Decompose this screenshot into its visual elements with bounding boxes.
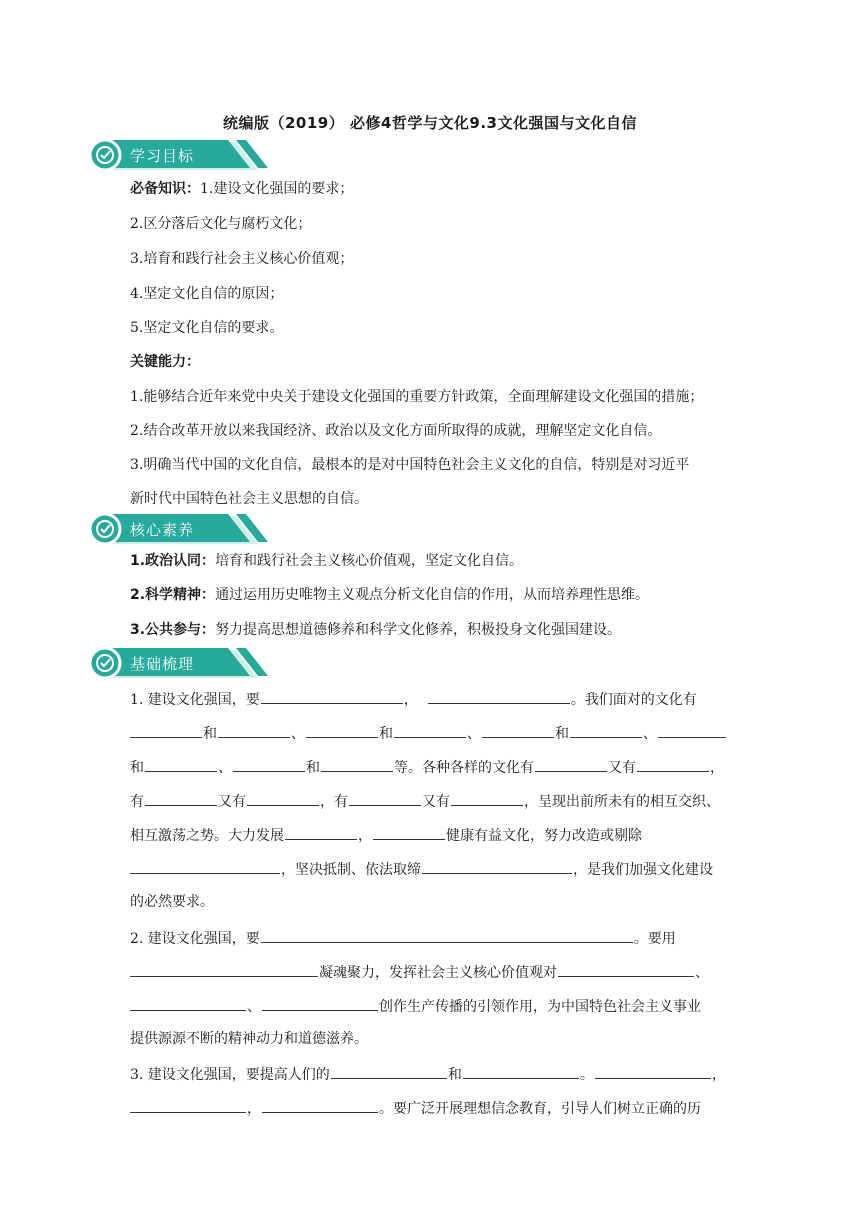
section-header-learning-goals xyxy=(86,137,276,175)
ability-line-2: 2.结合改革开放以来我国经济、政治以及文化方面所取得的成就，理解坚定文化自信。 xyxy=(130,423,662,439)
knowledge-line-1 xyxy=(130,179,740,199)
text: 凝魂聚力，发挥社会主义核心价值观对 xyxy=(319,965,557,981)
q2-line-1 xyxy=(130,927,740,949)
text: 相互激荡之势。大力发展 xyxy=(130,828,284,844)
ability-line-3b: 新时代中国特色社会主义思想的自信。 xyxy=(130,491,368,507)
fill-blank[interactable] xyxy=(130,961,318,977)
fill-blank[interactable] xyxy=(482,722,554,738)
literacy-text: 通过运用历史唯物主义观点分析文化自信的作用，从而培养理性思维。 xyxy=(215,587,650,603)
fill-blank[interactable] xyxy=(247,790,319,806)
fill-blank[interactable] xyxy=(262,995,378,1011)
fill-blank[interactable] xyxy=(331,1063,447,1079)
fill-blank[interactable] xyxy=(130,858,280,874)
text: 和 xyxy=(130,760,144,776)
text: 创作生产传播的引领作用，为中国特色社会主义事业 xyxy=(379,999,701,1015)
fill-blank[interactable] xyxy=(261,927,633,943)
q1-line-5 xyxy=(130,824,740,846)
text: 和 xyxy=(447,1067,462,1083)
literacy-text: 培育和践行社会主义核心价值观，坚定文化自信。 xyxy=(215,553,524,569)
fill-blank[interactable] xyxy=(233,756,305,772)
text: 有 xyxy=(334,794,348,810)
text: 、 xyxy=(643,726,657,742)
fill-blank[interactable] xyxy=(373,824,445,840)
text: 和 xyxy=(555,726,569,742)
q2-line-2 xyxy=(130,961,740,983)
text: 、 xyxy=(695,965,709,981)
q2-line-4: 提供源源不断的精神动力和道德滋养。 xyxy=(130,1031,368,1047)
text: 健康有益文化，努力改造或剔除 xyxy=(446,828,642,844)
key-ability-label: 关键能力： xyxy=(130,354,200,370)
knowledge-line-2: 2.区分落后文化与腐朽文化； xyxy=(130,216,312,232)
text: 、 xyxy=(218,760,232,776)
text: 、 xyxy=(291,726,305,742)
fill-blank[interactable] xyxy=(451,790,523,806)
section-header-core-literacy xyxy=(86,511,276,549)
literacy-label: 1.政治认同： xyxy=(130,553,216,569)
section-header-basics xyxy=(86,645,276,683)
fill-blank[interactable] xyxy=(595,1063,711,1079)
fill-blank[interactable] xyxy=(145,790,217,806)
text: 。要用 xyxy=(633,931,676,947)
q1-line-1 xyxy=(130,688,740,710)
q2-line-3 xyxy=(130,995,740,1017)
text: ，呈现出前所未有的相互交织、 xyxy=(524,794,720,810)
text: 。 xyxy=(579,1067,594,1083)
text: 又有 xyxy=(608,760,636,776)
section-label: 学习目标 xyxy=(130,147,195,165)
text: ， xyxy=(710,760,724,776)
literacy-line-3 xyxy=(130,620,740,640)
text: 和 xyxy=(306,760,320,776)
fill-blank[interactable] xyxy=(558,961,694,977)
text: 1. 建设文化强国，要 xyxy=(130,692,260,708)
literacy-text: 努力提高思想道德修养和科学文化修养，积极投身文化强国建设。 xyxy=(215,622,622,638)
ability-line-1: 1.能够结合近年来党中央关于建设文化强国的重要方针政策，全面理解建设文化强国的措施； xyxy=(130,389,704,405)
fill-blank[interactable] xyxy=(463,1063,579,1079)
text: ，坚决抵制、依法取缔 xyxy=(281,862,421,878)
text: 又有 xyxy=(422,794,450,810)
document-title: 统编版（2019） 必修4哲学与文化9.3文化强国与文化自信 xyxy=(223,114,637,132)
literacy-label: 3.公共参与： xyxy=(130,622,216,638)
text: 3. 建设文化强国，要提高人们的 xyxy=(130,1067,330,1083)
fill-blank[interactable] xyxy=(349,790,421,806)
fill-blank[interactable] xyxy=(145,756,217,772)
text: 和 xyxy=(379,726,393,742)
text: 、 xyxy=(247,999,261,1015)
text: 和 xyxy=(203,726,217,742)
text: ， xyxy=(403,692,418,708)
q1-line-3 xyxy=(130,756,740,778)
fill-blank[interactable] xyxy=(535,756,607,772)
text: 、 xyxy=(467,726,481,742)
knowledge-line-4: 4.坚定文化自信的原因； xyxy=(130,286,284,302)
text: 又有 xyxy=(218,794,246,810)
fill-blank[interactable] xyxy=(321,756,393,772)
q1-line-6 xyxy=(130,858,740,880)
section-label: 核心素养 xyxy=(130,521,195,539)
text: 有 xyxy=(130,794,144,810)
text: 2. 建设文化强国，要 xyxy=(130,931,260,947)
fill-blank[interactable] xyxy=(285,824,357,840)
text: 。要广泛开展理想信念教育，引导人们树立正确的历 xyxy=(379,1101,701,1117)
fill-blank[interactable] xyxy=(422,858,572,874)
text: ， xyxy=(358,828,372,844)
text: 等。各种各样的文化有 xyxy=(394,760,534,776)
fill-blank[interactable] xyxy=(306,722,378,738)
required-knowledge-label: 必备知识： xyxy=(130,181,200,197)
literacy-line-1 xyxy=(130,551,740,571)
section-label: 基础梳理 xyxy=(130,655,195,673)
fill-blank[interactable] xyxy=(130,722,202,738)
q1-line-4 xyxy=(130,790,740,812)
literacy-line-2 xyxy=(130,585,740,605)
fill-blank[interactable] xyxy=(262,1097,378,1113)
text: ，是我们加强文化建设 xyxy=(573,862,713,878)
fill-blank[interactable] xyxy=(658,722,726,738)
q1-line-2 xyxy=(130,722,740,744)
knowledge-line-3: 3.培育和践行社会主义核心价值观； xyxy=(130,251,354,267)
q3-line-1 xyxy=(130,1063,740,1085)
q1-line-7: 的必然要求。 xyxy=(130,894,214,910)
text: ， xyxy=(247,1101,261,1117)
fill-blank[interactable] xyxy=(130,1097,246,1113)
fill-blank[interactable] xyxy=(428,688,570,704)
fill-blank[interactable] xyxy=(394,722,466,738)
literacy-label: 2.科学精神： xyxy=(130,587,216,603)
fill-blank[interactable] xyxy=(637,756,709,772)
text: ， xyxy=(320,794,334,810)
fill-blank[interactable] xyxy=(130,995,246,1011)
knowledge-item: 1.建设文化强国的要求； xyxy=(200,181,354,197)
knowledge-line-5: 5.坚定文化自信的要求。 xyxy=(130,320,284,336)
fill-blank[interactable] xyxy=(570,722,642,738)
fill-blank[interactable] xyxy=(261,688,403,704)
ability-line-3a: 3.明确当代中国的文化自信，最根本的是对中国特色社会主义文化的自信，特别是对习近平 xyxy=(130,457,690,473)
text: 。我们面对的文化有 xyxy=(570,692,697,708)
text: ， xyxy=(711,1067,726,1083)
q3-line-2 xyxy=(130,1097,740,1119)
fill-blank[interactable] xyxy=(218,722,290,738)
